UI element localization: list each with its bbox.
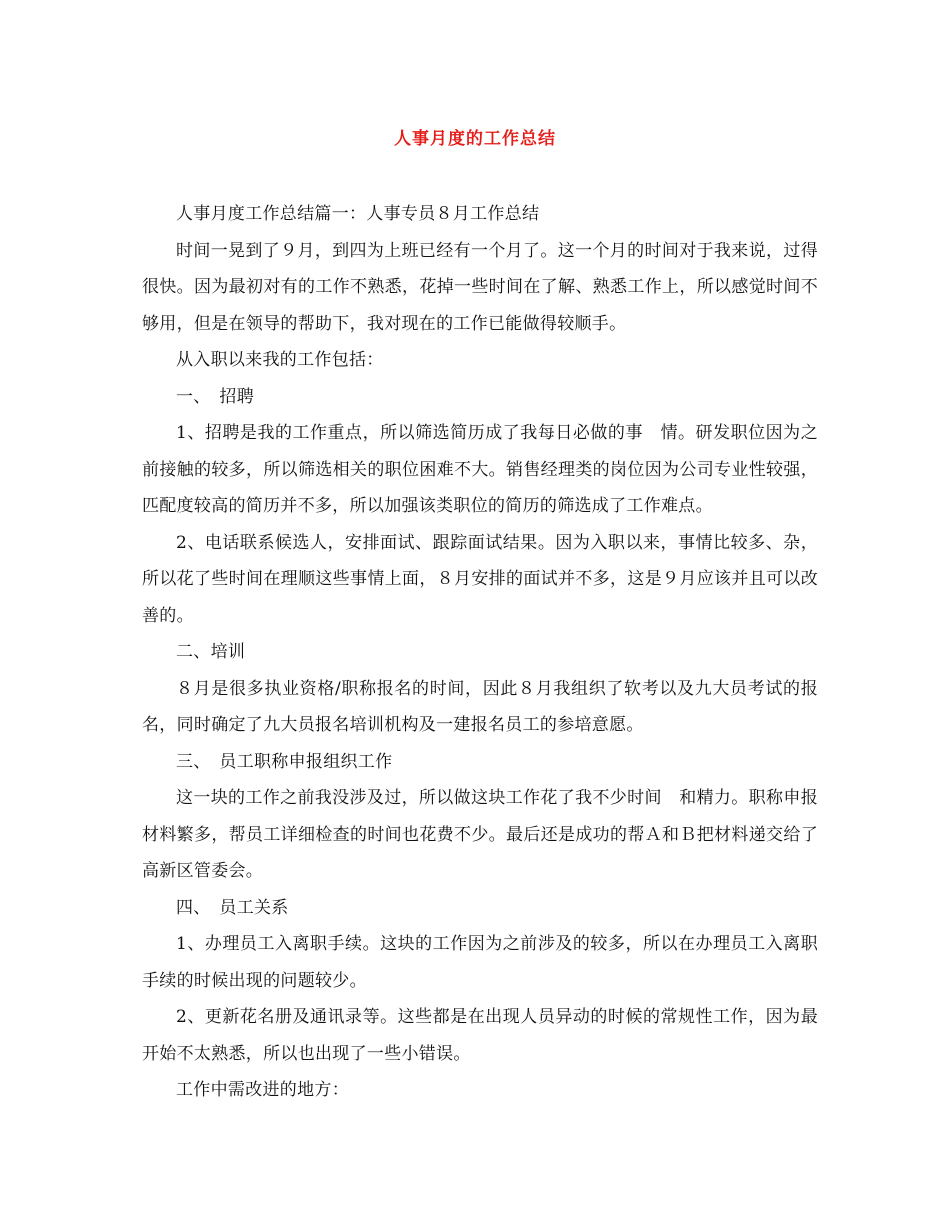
paragraph: 人事月度工作总结篇一：人事专员８月工作总结 [176, 204, 540, 224]
section-heading: 四、 员工关系 [176, 897, 289, 918]
section-heading: 二、培训 [176, 642, 246, 662]
paragraph: 1、办理员工入离职手续。这块的工作因为之前涉及的较多，所以在办理员工入离职手续的时候出现的问题较少。 [142, 934, 818, 991]
paragraph: 从入职以来我的工作包括： [176, 350, 384, 370]
paragraph: 2、更新花名册及通讯录等。这些都是在出现人员异动的时候的常规性工作，因为最开始不太熟悉，所以也出现了一些小错误。 [142, 1007, 818, 1064]
paragraph: 时间一晃到了９月，到四为上班已经有一个月了。这一个月的时间对于我来说，过得很快。因为最初对有的工作不熟悉，花掉一些时间在了解、熟悉工作上，所以感觉时间不够用，但是在领导的帮助下，我对现在的工作已能做得较顺手。 [142, 240, 818, 334]
section-heading: 三、 员工职称申报组织工作 [176, 751, 393, 772]
document-body [142, 196, 818, 1109]
document-title: 人事月度的工作总结 [394, 129, 556, 149]
paragraph: ８月是很多执业资格/职称报名的时间，因此８月我组织了软考以及九大员考试的报名，同时确定了九大员报名培训机构及一建报名员工的参培意愿。 [142, 678, 818, 735]
section-heading: 一、 招聘 [176, 386, 254, 407]
paragraph: 工作中需改进的地方： [176, 1080, 349, 1100]
paragraph: 这一块的工作之前我没涉及过，所以做这块工作花了我不少时间 和精力。职称申报材料繁多，帮员工详细检查的时间也花费不少。最后还是成功的帮Ａ和Ｂ把材料递交给了高新区管委会。 [142, 788, 818, 881]
paragraph: 2、电话联系候选人，安排面试、跟踪面试结果。因为入职以来，事情比较多、杂，所以花了些时间在理顺这些事情上面，８月安排的面试并不多，这是９月应该并且可以改善的。 [142, 532, 818, 626]
paragraph: 1、招聘是我的工作重点，所以筛选简历成了我每日必做的事 情。研发职位因为之前接触的较多，所以筛选相关的职位困难不大。销售经理类的岗位因为公司专业性较强，匹配度较高的简历并不多，所以加强该类职位的简历的筛选成了工作难点。 [142, 423, 818, 516]
